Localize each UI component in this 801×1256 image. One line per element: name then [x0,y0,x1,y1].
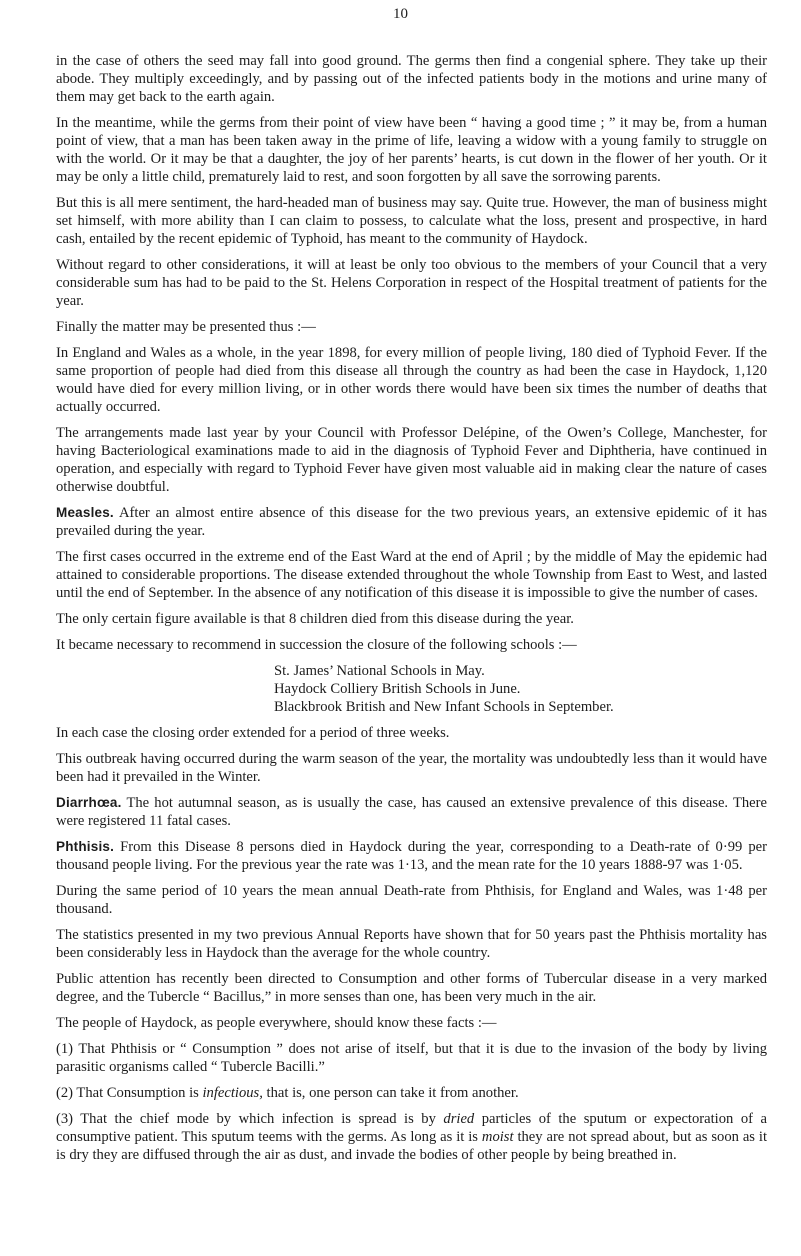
school-item: Blackbrook British and New Infant Schools in September. [274,699,614,715]
phthisis-heading: Phthisis. [56,839,115,854]
paragraph: In England and Wales as a whole, in the year 1898, for every million of people living, 180 died of Typhoid Fever. If the same proportion of people had died from this disease all through the country as had been the case in Haydock, 1,120 would have died for every million living, or in other words there would have been six times the number of deaths that actually occurred. [56,345,767,415]
document-body [56,52,767,1172]
paragraph: The statistics presented in my two previous Annual Reports have shown that for 50 years past the Phthisis mortality has been considerably less in Haydock than the average for the whole country. [56,927,767,961]
diarrhoea-heading: Diarrhœa. [56,795,122,810]
paragraph: During the same period of 10 years the mean annual Death-rate from Phthisis, for England and Wales, was 1·48 per thousand. [56,883,767,917]
paragraph: In each case the closing order extended for a period of three weeks. [56,725,450,741]
fact-2-pre: (2) That Consumption is [56,1085,203,1101]
fact-2-emphasis: infectious, [202,1085,263,1101]
paragraph: This outbreak having occurred during the warm season of the year, the mortality was undoubtedly less than it would have been had it prevailed in the Winter. [56,751,767,785]
measles-heading: Measles. [56,505,114,520]
fact-2-post: that is, one person can take it from another. [262,1085,519,1101]
paragraph: in the case of others the seed may fall into good ground. The germs then find a congenial sphere. They take up their abode. They multiply exceedingly, and by passing out of the infected patients body in the motions and urine many of them may get back to the earth again. [56,53,767,105]
paragraph: The arrangements made last year by your Council with Professor Delépine, of the Owen’s College, Manchester, for having Bacteriological examinations made to aid in the diagnosis of Typhoid Fever and Diphtheria, have continued in operation, and especially with regard to Typhoid Fever have given most valuable aid in making clear the nature of cases otherwise doubtful. [56,425,767,495]
diarrhoea-text: The hot autumnal season, as is usually the case, has caused an extensive prevalence of this disease. There were registered 11 fatal cases. [56,795,767,829]
paragraph: The first cases occurred in the extreme end of the East Ward at the end of April ; by the middle of May the epidemic had attained to considerable proportions. The disease extended throughout the whole Township from East to West, and lasted until the end of September. In the absence of any notification of this disease it is impossible to give the number of cases. [56,549,767,601]
paragraph: It became necessary to recommend in succession the closure of the following schools :— [56,637,577,653]
fact-3-emphasis-dried: dried [443,1111,475,1127]
phthisis-text: From this Disease 8 persons died in Haydock during the year, corresponding to a Death-rate of 0·99 per thousand people living. For the previous year the rate was 1·13, and the mean rate for the 10 years 1888-97 was 1·05. [56,839,767,873]
fact-3-post: they are not spread about, but as soon as it is dry they are diffused through the air as dust, and invade the bodies of other people by being breathed in. [56,1129,768,1163]
paragraph: Public attention has recently been directed to Consumption and other forms of Tubercular disease in a very marked degree, and the Tubercle “ Bacillus,” in more senses than one, has been very much in the air. [56,971,767,1005]
diarrhoea-section [56,794,767,830]
fact-3-pre: (3) That the chief mode by which infection is spread is by [56,1111,444,1127]
fact-2 [56,1084,767,1102]
measles-text: After an almost entire absence of this disease for the two previous years, an extensive epidemic of it has prevailed during the year. [56,505,767,539]
measles-section [56,504,767,540]
paragraph: Finally the matter may be presented thus :— [56,319,316,335]
paragraph: In the meantime, while the germs from their point of view have been “ having a good time ; ” it may be, from a human point of view, that a man has been taken away in the prime of life, leaving a widow with a young family to struggle on with the world. Or it may be that a daughter, the joy of her parents’ hearts, is cut down in the flower of her youth. Or it may be only a little child, prematurely laid to rest, and soon forgotten by all save the sorrowing parents. [56,115,767,185]
paragraph: Without regard to other considerations, it will at least be only too obvious to the members of your Council that a very considerable sum has had to be paid to the St. Helens Corporation in respect of the Hospital treatment of patients for the year. [56,257,767,309]
paragraph: The only certain figure available is that 8 children died from this disease during the year. [56,611,574,627]
paragraph: But this is all mere sentiment, the hard-headed man of business may say. Quite true. However, the man of business might set himself, with more ability than I can claim to possess, to calculate what the loss, present and prospective, in hard cash, entailed by the recent epidemic of Typhoid, has meant to the community of Haydock. [56,195,767,247]
paragraph: The people of Haydock, as people everywhere, should know these facts :— [56,1015,497,1031]
fact-3-emphasis-moist: moist [481,1129,514,1145]
fact-3 [56,1110,767,1164]
fact-3-mid: particles of the sputum or expectoration of a consumptive patient. This sputum teems with the germs. As long as it is [56,1111,767,1145]
school-list [56,662,767,716]
school-item: St. James’ National Schools in May. [274,663,485,679]
school-item: Haydock Colliery British Schools in June. [274,681,521,697]
page-number: 10 [393,6,408,22]
fact-1: (1) That Phthisis or “ Consumption ” does not arise of itself, but that it is due to the invasion of the body by living parasitic organisms called “ Tubercle Bacilli.” [56,1041,767,1075]
phthisis-section [56,838,767,874]
